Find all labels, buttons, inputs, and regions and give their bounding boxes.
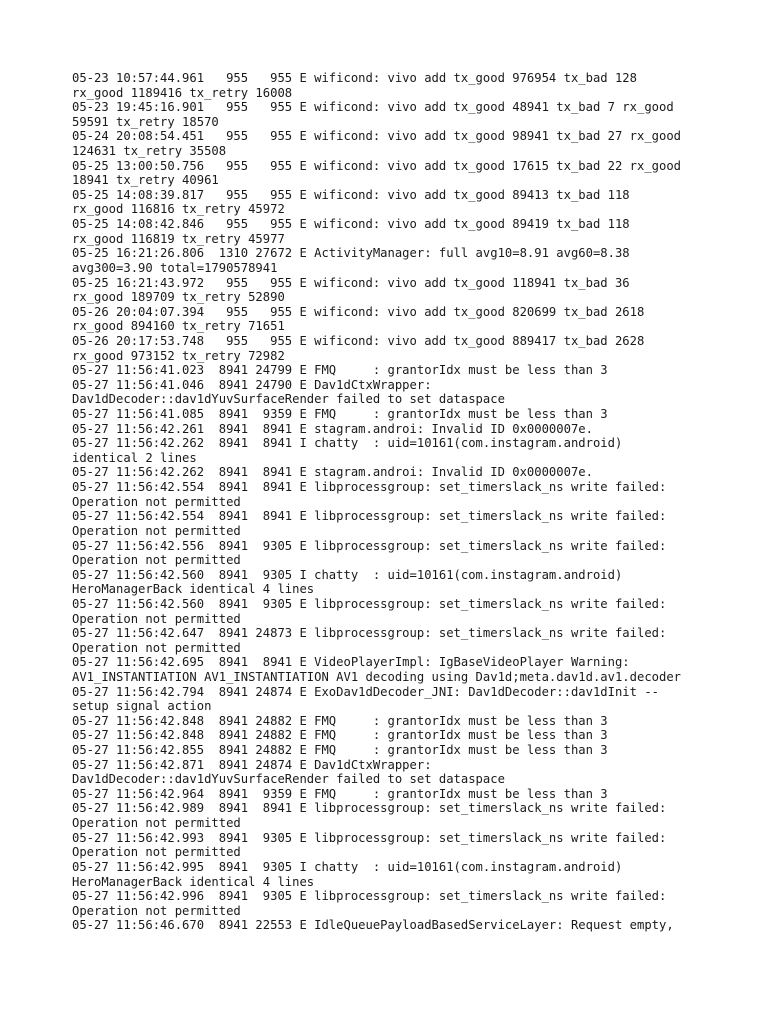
log-line: 05-27 11:56:42.855 8941 24882 E FMQ : grantorIdx must be less than 3 — [72, 743, 608, 758]
log-line: 05-27 11:56:42.560 8941 9305 E libprocessgroup: set_timerslack_ns write failed: — [72, 596, 667, 611]
log-line: 05-27 11:56:41.023 8941 24799 E FMQ : grantorIdx must be less than 3 — [72, 363, 608, 378]
log-line: Dav1dDecoder::dav1dYuvSurfaceRender failed to set dataspace — [72, 392, 505, 407]
log-document — [72, 71, 712, 933]
log-line: 05-27 11:56:42.996 8941 9305 E libprocessgroup: set_timerslack_ns write failed: — [72, 889, 667, 904]
log-line: rx_good 894160 tx_retry 71651 — [72, 319, 285, 334]
log-line: 05-23 10:57:44.961 955 955 E wificond: vivo add tx_good 976954 tx_bad 128 — [72, 71, 637, 85]
log-line: Operation not permitted — [72, 611, 241, 626]
log-line: Operation not permitted — [72, 494, 241, 509]
log-line: 05-27 11:56:42.262 8941 8941 E stagram.androi: Invalid ID 0x0000007e. — [72, 465, 593, 480]
log-line: 05-25 16:21:26.806 1310 27672 E ActivityManager: full avg10=8.91 avg60=8.38 — [72, 246, 630, 261]
log-line: 05-27 11:56:42.261 8941 8941 E stagram.androi: Invalid ID 0x0000007e. — [72, 421, 593, 436]
log-line: 05-27 11:56:42.695 8941 8941 E VideoPlayerImpl: IgBaseVideoPlayer Warning: — [72, 655, 630, 670]
log-line: rx_good 116816 tx_retry 45972 — [72, 202, 285, 217]
log-line: 05-27 11:56:41.046 8941 24790 E Dav1dCtxWrapper: — [72, 377, 432, 392]
log-line: 05-27 11:56:42.989 8941 8941 E libprocessgroup: set_timerslack_ns write failed: — [72, 801, 667, 816]
log-line: 05-24 20:08:54.451 955 955 E wificond: vivo add tx_good 98941 tx_bad 27 rx_good — [72, 129, 682, 144]
log-line: 05-27 11:56:42.556 8941 9305 E libprocessgroup: set_timerslack_ns write failed: — [72, 538, 667, 553]
log-line: avg300=3.90 total=1790578941 — [72, 260, 278, 275]
log-line: 05-27 11:56:42.848 8941 24882 E FMQ : grantorIdx must be less than 3 — [72, 713, 608, 728]
log-line: HeroManagerBack identical 4 lines — [72, 582, 315, 597]
log-line: 05-27 11:56:42.554 8941 8941 E libprocessgroup: set_timerslack_ns write failed: — [72, 509, 667, 524]
log-line: HeroManagerBack identical 4 lines — [72, 874, 315, 889]
log-line: 05-27 11:56:42.871 8941 24874 E Dav1dCtxWrapper: — [72, 757, 432, 772]
log-body — [72, 71, 712, 933]
log-line: 05-27 11:56:42.993 8941 9305 E libprocessgroup: set_timerslack_ns write failed: — [72, 830, 667, 845]
log-line: Operation not permitted — [72, 816, 241, 831]
log-line: rx_good 189709 tx_retry 52890 — [72, 290, 285, 305]
log-line: 05-25 16:21:43.972 955 955 E wificond: vivo add tx_good 118941 tx_bad 36 — [72, 275, 630, 290]
log-line: Dav1dDecoder::dav1dYuvSurfaceRender failed to set dataspace — [72, 772, 505, 787]
log-line: 05-27 11:56:46.670 8941 22553 E IdleQueuePayloadBasedServiceLayer: Request empty, — [72, 918, 674, 933]
log-line: 05-27 11:56:42.554 8941 8941 E libprocessgroup: set_timerslack_ns write failed: — [72, 480, 667, 495]
log-line: Operation not permitted — [72, 640, 241, 655]
log-line: 05-25 14:08:39.817 955 955 E wificond: vivo add tx_good 89413 tx_bad 118 — [72, 187, 630, 202]
log-line: Operation not permitted — [72, 523, 241, 538]
log-line: 05-27 11:56:42.964 8941 9359 E FMQ : grantorIdx must be less than 3 — [72, 786, 608, 801]
log-line: 124631 tx_retry 35508 — [72, 144, 227, 159]
log-line: 05-25 14:08:42.846 955 955 E wificond: vivo add tx_good 89419 tx_bad 118 — [72, 217, 630, 232]
log-line: Operation not permitted — [72, 903, 241, 918]
log-line: 18941 tx_retry 40961 — [72, 173, 219, 188]
log-line: rx_good 116819 tx_retry 45977 — [72, 231, 285, 246]
log-line: 05-27 11:56:42.794 8941 24874 E ExoDav1dDecoder_JNI: Dav1dDecoder::dav1dInit -- — [72, 684, 659, 699]
log-line: setup signal action — [72, 699, 212, 714]
log-line: 05-27 11:56:42.560 8941 9305 I chatty : uid=10161(com.instagram.android) — [72, 567, 623, 582]
log-line: 05-27 11:56:41.085 8941 9359 E FMQ : grantorIdx must be less than 3 — [72, 407, 608, 422]
log-line: 05-26 20:17:53.748 955 955 E wificond: vivo add tx_good 889417 tx_bad 2628 — [72, 333, 645, 348]
log-line: 59591 tx_retry 18570 — [72, 114, 219, 129]
log-line: 05-23 19:45:16.901 955 955 E wificond: vivo add tx_good 48941 tx_bad 7 rx_good — [72, 100, 674, 115]
log-line: 05-27 11:56:42.995 8941 9305 I chatty : uid=10161(com.instagram.android) — [72, 859, 623, 874]
log-line: 05-26 20:04:07.394 955 955 E wificond: vivo add tx_good 820699 tx_bad 2618 — [72, 304, 645, 319]
log-line: AV1_INSTANTIATION AV1_INSTANTIATION AV1 decoding using Dav1d;meta.dav1d.av1.decoder — [72, 669, 682, 684]
log-line: 05-25 13:00:50.756 955 955 E wificond: vivo add tx_good 17615 tx_bad 22 rx_good — [72, 158, 682, 173]
log-line: rx_good 973152 tx_retry 72982 — [72, 348, 285, 363]
log-line: 05-27 11:56:42.848 8941 24882 E FMQ : grantorIdx must be less than 3 — [72, 728, 608, 743]
log-line: identical 2 lines — [72, 450, 197, 465]
log-line: rx_good 1189416 tx_retry 16008 — [72, 85, 293, 100]
log-line: 05-27 11:56:42.262 8941 8941 I chatty : uid=10161(com.instagram.android) — [72, 436, 623, 451]
log-line: Operation not permitted — [72, 553, 241, 568]
log-line: 05-27 11:56:42.647 8941 24873 E libprocessgroup: set_timerslack_ns write failed: — [72, 626, 667, 641]
log-line: Operation not permitted — [72, 845, 241, 860]
